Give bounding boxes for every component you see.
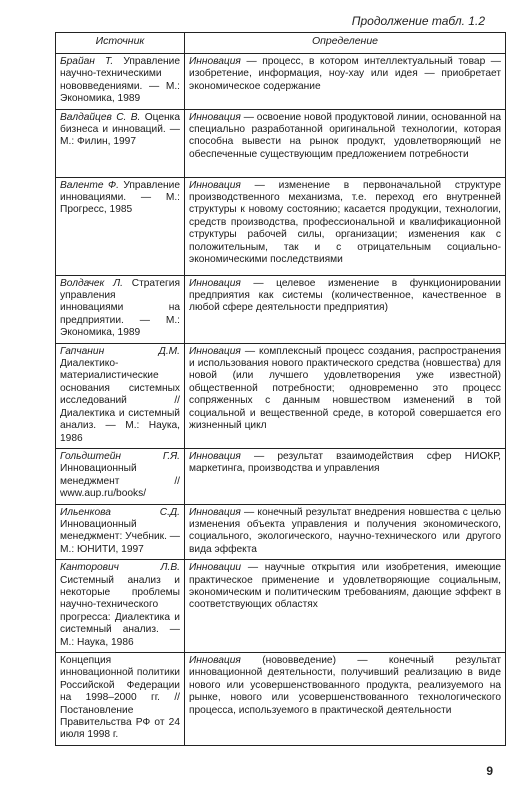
definitions-table [55, 32, 506, 746]
source-cell [56, 504, 185, 560]
source-title: Управление инновациями. — М.: Прогресс, 1985 [60, 179, 180, 216]
source-cell [56, 653, 185, 746]
definition-term: Инновация [189, 277, 241, 289]
table-row [56, 504, 506, 560]
source-title: Концепция инновационной политики Российской Федерации на 1998–2000 гг. // Постановление Правительства РФ от 24 июля 1998 г. [60, 655, 180, 741]
source-cell [56, 275, 185, 343]
definition-text: — целевое изменение в функционировании предприятия как системы (количественное, качественное в любой сфере деятельности предприятия) [189, 277, 501, 314]
definition-term: Инновация [189, 655, 241, 666]
source-author: Брайан Т. [60, 56, 114, 67]
definition-text: — научные открытия или изобретения, имеющие практическое применение и удовлетворяющие социальным, экономическим и политическим требованиям, дающие эффект в соответствующих областях [189, 562, 501, 611]
definition-term: Инновация [189, 56, 241, 67]
definition-cell [185, 177, 506, 275]
source-title: Диалектико-материалистические основания системных исследований // Диалектика и системный анализ. — М.: Наука, 1986 [60, 358, 180, 444]
header-definition: Определение [185, 33, 506, 54]
definition-cell [185, 343, 506, 448]
source-author: Валенте Ф. [60, 179, 119, 191]
table-continuation-label: Продолжение табл. 1.2 [351, 14, 485, 28]
source-cell [56, 560, 185, 653]
table-row [56, 109, 506, 177]
definition-term: Инновация [189, 345, 241, 357]
source-cell [56, 109, 185, 177]
definition-text: — процесс, в котором интеллектуальный товар — изобретение, информация, ноу-хау или идея — приобретает экономическое содержание [189, 56, 501, 92]
table-header-row [56, 33, 506, 54]
definition-cell [185, 560, 506, 653]
definition-cell [185, 448, 506, 504]
source-author: Гапчанин Д.М. [60, 345, 180, 357]
source-author: Гольдштейн Г.Я. [60, 450, 180, 462]
source-author: Ильенкова С.Д. [60, 506, 180, 518]
source-author: Валдайцев С. В. [60, 111, 141, 123]
source-title: Управление научно-техническими нововведениями. — М.: Экономика, 1989 [60, 56, 180, 105]
definition-term: Инновация [189, 506, 241, 518]
definition-text: (нововведение) — конечный результат инновационной деятельности, получивший реализацию в виде нового или усовершенствованного продукта, реализуемого на рынке, нового или усовершенствованного технологического процесса, используемого в практической деятельности [189, 655, 501, 716]
definition-cell [185, 504, 506, 560]
table-row [56, 448, 506, 504]
table-row [56, 560, 506, 653]
definition-cell [185, 54, 506, 110]
page-number: 9 [486, 764, 493, 778]
source-cell [56, 54, 185, 110]
source-author: Канторович Л.В. [60, 562, 180, 574]
definition-term: Инновация [189, 450, 241, 462]
header-source: Источник [56, 33, 185, 54]
source-cell [56, 343, 185, 448]
source-author: Волдачек Л. [60, 277, 123, 289]
definition-text: — конечный результат внедрения новшества с целью изменения объекта управления и получения экономического, социального, экологического, научно-технического или другого вида эффекта [189, 506, 501, 555]
table-row [56, 653, 506, 746]
table-row [56, 177, 506, 275]
table-row [56, 275, 506, 343]
definition-term: Инновации [189, 562, 242, 574]
source-title: Оценка бизнеса и инноваций. — М.: Филин, 1997 [60, 111, 180, 148]
source-cell [56, 448, 185, 504]
definition-term: Инновация [189, 179, 241, 191]
definition-text: — освоение новой продуктовой линии, основанной на специально разработанной оригинальной технологии, которая способна вывести на рынок продукт, удовлетворяющий не обеспеченные существующим предложением потребности [189, 111, 501, 160]
definition-text: — комплексный процесс создания, распространения и использования нового практического средства (новшества) для новой (или лучшего удовлетворения уже известной) общественной потребности; одновременно это процесс сопряженных с данным новшеством изменений в той социальной и вещественной среде, в которой совершается его жизненный цикл [189, 345, 501, 432]
source-title: Системный анализ и некоторые проблемы научно-технического прогресса: Диалектика и системный анализ. — М.: Наука, 1986 [60, 574, 180, 648]
definition-text: — результат взаимодействия сфер НИОКР, маркетинга, производства и управления [189, 450, 501, 475]
table-row [56, 54, 506, 110]
definition-cell [185, 109, 506, 177]
definition-term: Инновация [189, 111, 241, 123]
definition-cell [185, 275, 506, 343]
source-title: Инновационный менеджмент: Учебник. — М.: ЮНИТИ, 1997 [60, 518, 180, 555]
source-title: Инновационный менеджмент // www.aup.ru/books/ [60, 463, 180, 500]
definition-text: — изменение в первоначальной структуре производственного механизма, т.е. переход его внутренней структуры к новому состоянию; касается продукции, технологии, средств производства, профессиональной и квалификационной структуры рабочей силы, организации; изменения как с положительным, так и с отрицательным социально-экономическими последствиями [189, 179, 501, 266]
source-cell [56, 177, 185, 275]
table-row [56, 343, 506, 448]
definition-cell [185, 653, 506, 746]
source-title: Стратегия управления инновациями на предприятии. — М.: Экономика, 1989 [60, 277, 180, 339]
